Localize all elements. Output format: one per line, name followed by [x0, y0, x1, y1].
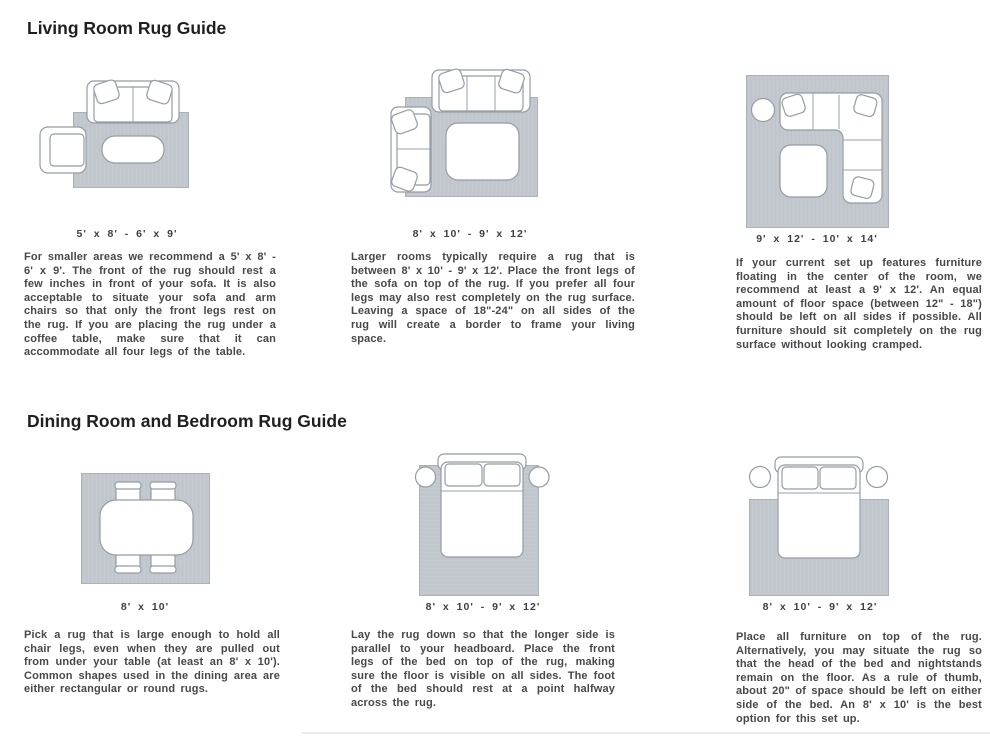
living-room-section-title: Living Room Rug Guide — [27, 18, 227, 38]
loveseat-sofa-icon — [390, 107, 431, 193]
nightstand-icon — [416, 467, 436, 487]
page-bottom-divider — [301, 732, 990, 734]
rug-guide-description: Pick a rug that is large enough to hold all chair legs, even when they are pulled out from under your table (at least an 8' x 10'). Common shapes used in the dining area are either rectangular or round rugs. — [24, 629, 280, 696]
rug-size-label: 9' x 12' - 10' x 14' — [756, 233, 878, 245]
rug-guide-description: Lay the rug down so that the longer side is parallel to your headboard. Place the front legs of the bed on top of the rug, making sure the floor is visible on all sides. The foot of the bed should rest at a point halfway across the rug. — [351, 629, 615, 709]
dining-bedroom-section-title: Dining Room and Bedroom Rug Guide — [27, 411, 347, 431]
bed-icon — [775, 457, 863, 558]
nightstand-icon — [529, 467, 549, 487]
rug-guide-description: Place all furniture on top of the rug. Alternatively, you may situate the rug so that the head of the bed and nightstands remain on the floor. As a rule of thumb, about 20" of space should be left on either side of the bed. An 8' x 10' is the best option for this set up. — [736, 631, 982, 725]
rug-guide-description: For smaller areas we recommend a 5' x 8' - 6' x 9'. The front of the rug should rest a few inches in front of your sofa. It is also acceptable to situate your sofa and arm chairs so that only the front legs rest on the rug. If you are placing the rug under a coffee table, make sure that it can accommodate all four legs of the table. — [24, 251, 276, 359]
furniture-overlay — [735, 65, 935, 235]
rug-size-label: 8' x 10' - 9' x 12' — [412, 228, 528, 240]
armchair-icon — [40, 127, 86, 173]
living-room-large-rug-diagram — [735, 65, 935, 235]
bedroom-rug-lower-diagram — [745, 450, 895, 600]
coffee-table-icon — [102, 136, 164, 163]
sofa-icon — [432, 68, 530, 112]
rug-size-label: 8' x 10' - 9' x 12' — [425, 601, 541, 613]
coffee-table-icon — [780, 145, 827, 197]
rug-guide-description: Larger rooms typically require a rug that is between 8' x 10' - 9' x 12'. Place the front legs of the sofa on top of the rug. If you prefer all four legs may also rest completely on the rug surface. Leaving a space of 18"-24" on all sides of the rug will create a border to frame your living space. — [351, 251, 635, 345]
dining-room-rug-diagram — [75, 466, 215, 591]
furniture-overlay — [412, 450, 552, 600]
loveseat-sofa-icon — [87, 79, 179, 123]
bedroom-rug-halfway-diagram — [412, 450, 552, 600]
furniture-overlay — [75, 466, 215, 591]
furniture-overlay — [375, 62, 575, 212]
rug-size-label: 5' x 8' - 6' x 9' — [76, 228, 178, 240]
living-room-medium-rug-diagram — [375, 62, 575, 212]
furniture-overlay — [745, 450, 895, 600]
rug-size-label: 8' x 10' - 9' x 12' — [762, 601, 878, 613]
living-room-small-rug-diagram — [35, 70, 235, 220]
coffee-table-icon — [446, 123, 519, 180]
nightstand-icon — [750, 467, 771, 488]
dining-table-icon — [100, 500, 193, 555]
bed-icon — [438, 454, 526, 557]
rug-guide-description: If your current set up features furniture floating in the center of the room, we recommend at least a 9' x 12'. An equal amount of floor space (between 12" - 18") should be left on all sides if possible. All furniture should sit completely on the rug surface without looking cramped. — [736, 257, 982, 351]
rug-size-label: 8' x 10' — [120, 601, 170, 613]
furniture-overlay — [35, 70, 235, 220]
round-side-table-icon — [752, 99, 775, 122]
nightstand-icon — [867, 467, 888, 488]
